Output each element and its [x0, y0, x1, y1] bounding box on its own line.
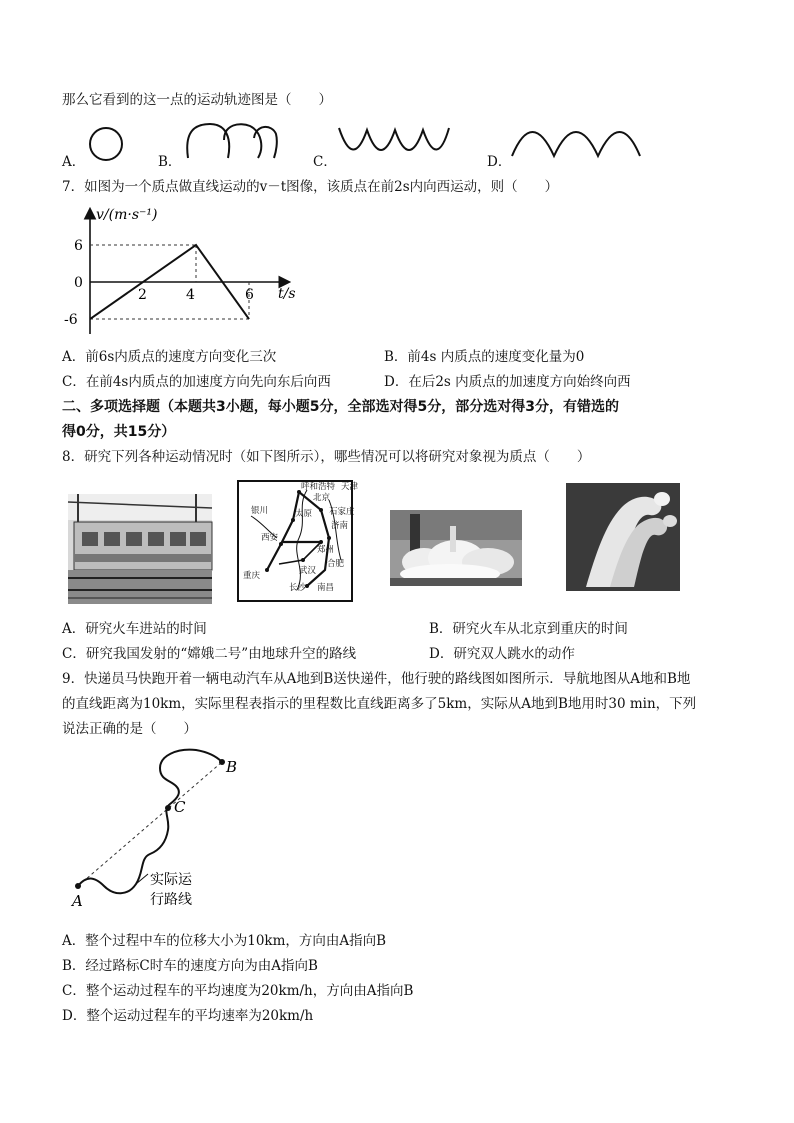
q6-stem-tail: 那么它看到的这一点的运动轨迹图是（ ） [62, 92, 332, 108]
q8-option-b[interactable]: B．研究火车从北京到重庆的时间 [429, 621, 628, 637]
q8-option-a[interactable]: A．研究火车进站的时间 [62, 621, 207, 637]
q6-option-c-label[interactable]: C． [313, 154, 337, 170]
point-b [219, 759, 225, 765]
q7-option-c[interactable]: C．在前4s内质点的加速度方向先向东后向西 [62, 374, 331, 390]
map-label: 呼和浩特 [301, 482, 336, 492]
x-tick-4: 4 [186, 287, 195, 303]
v-t-graph [56, 200, 316, 340]
q9-option-a[interactable]: A．整个过程中车的位移大小为10km，方向由A指向B [62, 933, 387, 949]
q7-option-a[interactable]: A．前6s内质点的速度方向变化三次 [62, 349, 277, 365]
section2-title-line2: 得0分，共15分） [62, 424, 176, 440]
map-label: 郑州 [317, 545, 335, 555]
cycloid-down-trajectory-figure [335, 122, 453, 164]
map-label: 重庆 [243, 571, 261, 581]
q9-stem-line1: 9．快递员马快跑开着一辆电动汽车从A地到B送快递件，他行驶的路线图如图所示．导航地图从A地和B地 [62, 671, 691, 687]
q6-option-a-label[interactable]: A． [62, 154, 86, 170]
q7-option-b[interactable]: B．前4s 内质点的速度变化量为0 [384, 349, 585, 365]
railway-map [237, 480, 359, 602]
y-tick-neg6: -6 [64, 312, 78, 328]
looping-trajectory-figure [180, 120, 280, 164]
map-label: 天津 [341, 482, 359, 492]
q7-option-d[interactable]: D．在后2s 内质点的加速度方向始终向西 [384, 374, 631, 390]
map-label: 武汉 [299, 566, 317, 576]
straight-line-ab [78, 762, 222, 886]
rocket-launch-photo [390, 510, 522, 586]
q9-option-c[interactable]: C．整个运动过程车的平均速度为20km/h，方向由A指向B [62, 983, 414, 999]
route-label-line1: 实际运 [150, 872, 192, 888]
label-b: B [226, 758, 238, 776]
cycloid-up-trajectory-figure [508, 116, 644, 162]
y-axis-label: v/(m·s⁻¹) [96, 207, 158, 223]
circle-trajectory-figure [86, 124, 126, 164]
q8-stem: 8．研究下列各种运动情况时（如下图所示），哪些情况可以将研究对象视为质点（ ） [62, 449, 591, 465]
q6-option-d-label[interactable]: D． [487, 154, 512, 170]
map-label: 石家庄 [329, 507, 355, 517]
map-label: 北京 [313, 493, 331, 503]
x-tick-6: 6 [245, 287, 254, 303]
q7-stem: 7．如图为一个质点做直线运动的v－t图像，该质点在前2s内向西运动，则（ ） [62, 179, 559, 195]
point-c [165, 805, 171, 811]
section2-title-line1: 二、多项选择题（本题共3小题，每小题5分，全部选对得5分，部分选对得3分，有错选的 [62, 399, 619, 415]
q9-option-d[interactable]: D．整个运动过程车的平均速率为20km/h [62, 1008, 314, 1024]
map-label: 济南 [331, 521, 349, 531]
q8-option-c[interactable]: C．研究我国发射的“嫦娥二号”由地球升空的路线 [62, 646, 357, 662]
q9-stem-line3: 说法正确的是（ ） [62, 721, 197, 737]
diving-photo [566, 483, 680, 591]
y-tick-6: 6 [74, 238, 83, 254]
route-diagram [66, 746, 256, 912]
point-a [75, 883, 81, 889]
train-photo [68, 494, 212, 604]
map-label: 太原 [295, 509, 313, 519]
map-label: 长沙 [289, 583, 307, 593]
y-tick-0: 0 [74, 275, 83, 291]
q9-option-b[interactable]: B．经过路标C时车的速度方向为由A指向B [62, 958, 318, 974]
x-tick-2: 2 [138, 287, 147, 303]
map-label: 银川 [251, 506, 269, 516]
q8-option-d[interactable]: D．研究双人跳水的动作 [429, 646, 575, 662]
x-axis-label: t/s [278, 286, 296, 302]
label-c: C [174, 798, 186, 816]
q6-option-b-label[interactable]: B． [158, 154, 182, 170]
route-label-line2: 行路线 [150, 892, 192, 908]
map-label: 南昌 [317, 583, 335, 593]
map-label: 西安 [261, 533, 279, 543]
map-label: 合肥 [327, 559, 345, 569]
label-a: A [72, 892, 83, 910]
q9-stem-line2: 的直线距离为10km，实际里程表指示的里程数比直线距离多了5km，实际从A地到B地用时30 min，下列 [62, 696, 697, 712]
